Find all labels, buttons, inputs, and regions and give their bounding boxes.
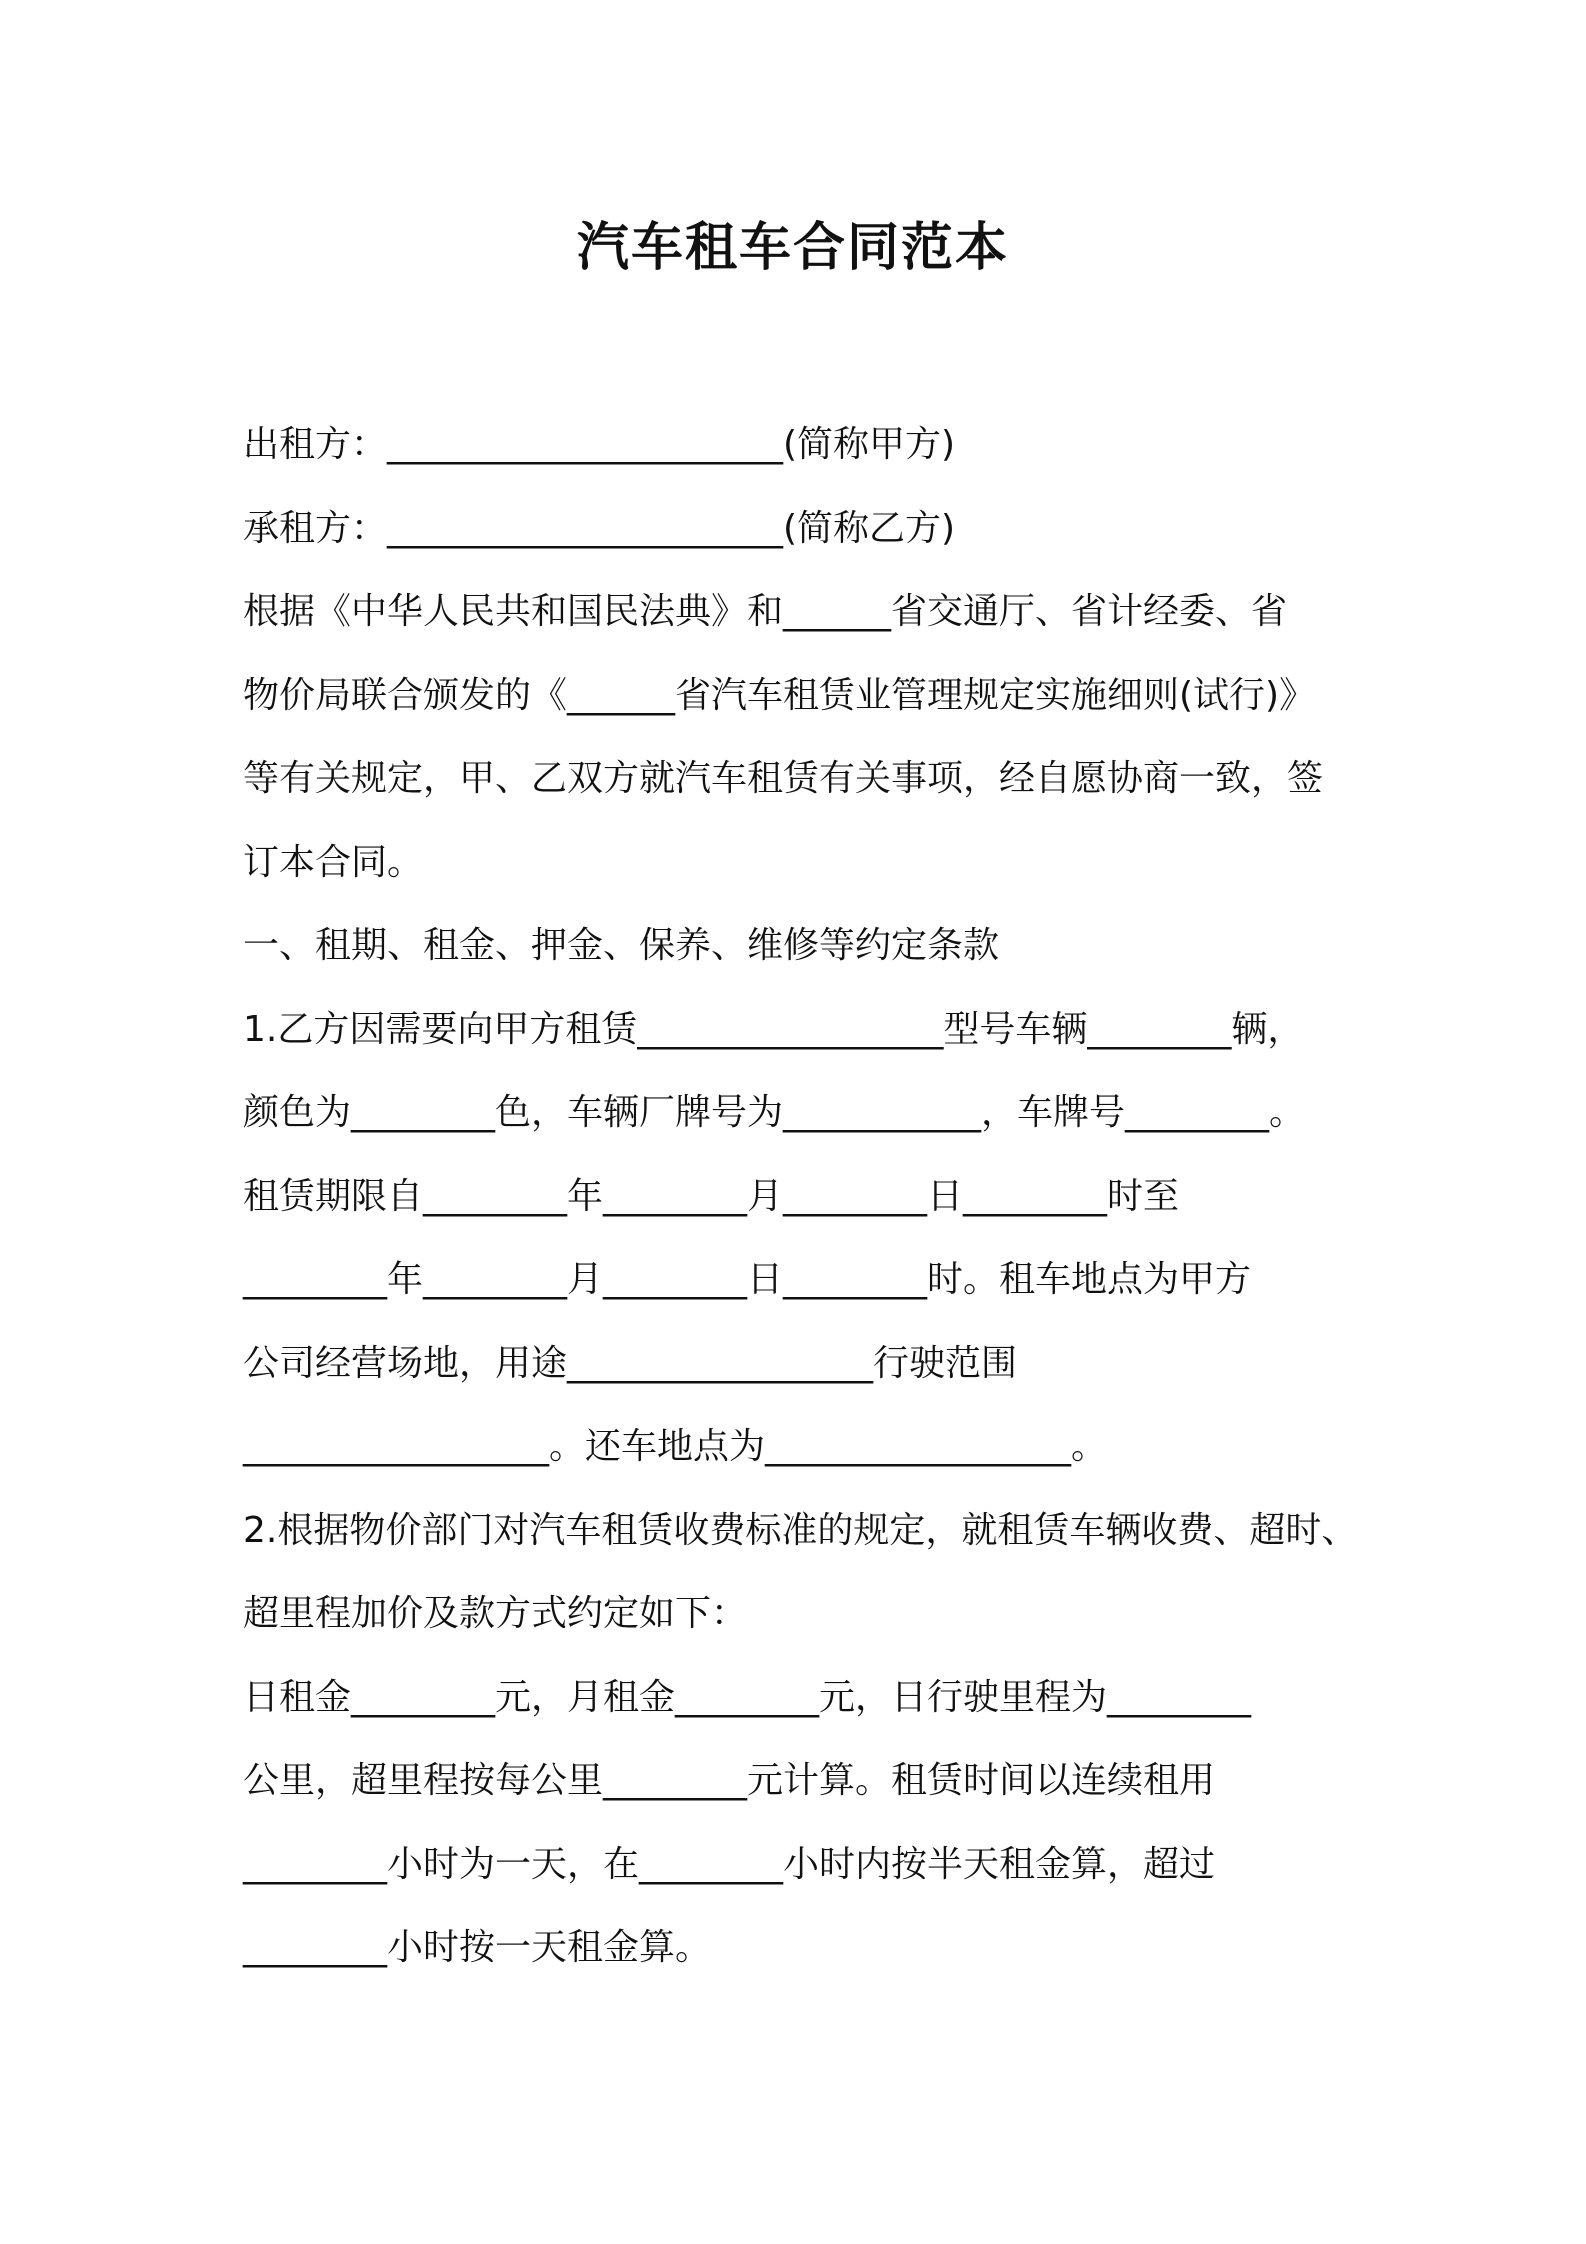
preamble-line: 物价局联合颁发的《______省汽车租赁业管理规定实施细则(试行)》: [243, 674, 1316, 716]
clause-line: 租赁期限自________年________月________日________时至: [243, 1175, 1180, 1217]
document-body: [243, 403, 1383, 1990]
document-title: 汽车租车合同范本: [576, 218, 1009, 278]
clause-line: ________年________月________日________时。租车地点为甲方: [243, 1259, 1252, 1300]
preamble-line: 等有关规定，甲、乙双方就汽车租赁有关事项，经自愿协商一致，签: [243, 758, 1324, 799]
clause-line: 1.乙方因需要向甲方租赁_________________型号车辆________辆，: [243, 1008, 1304, 1050]
clause-line: ________小时为一天，在________小时内按半天租金算，超过: [243, 1843, 1216, 1885]
clause-line: _________________。还车地点为_________________。: [243, 1426, 1108, 1467]
section-heading: 一、租期、租金、押金、保养、维修等约定条款: [243, 925, 1000, 966]
party-b-line: 承租方：______________________(简称乙方): [243, 507, 956, 549]
clause-line: 公里，超里程按每公里________元计算。租赁时间以连续租用: [243, 1760, 1216, 1801]
preamble-line: 订本合同。: [243, 841, 424, 883]
clause-line: ________小时按一天租金算。: [243, 1927, 712, 1968]
clause-line: 超里程加价及款方式约定如下：: [243, 1593, 748, 1634]
preamble-line: 根据《中华人民共和国民法典》和______省交通厅、省计经委、省: [243, 591, 1288, 632]
clause-line: 日租金________元，月租金________元，日行驶里程为________: [243, 1676, 1252, 1718]
clause-line: 颜色为________色，车辆厂牌号为___________，车牌号________。: [243, 1092, 1306, 1133]
party-a-line: 出租方：______________________(简称甲方): [243, 424, 956, 465]
clause-line: 2.根据物价部门对汽车租赁收费标准的规定，就租赁车辆收费、超时、: [243, 1509, 1358, 1551]
clause-line: 公司经营场地，用途_________________行驶范围: [243, 1342, 1018, 1384]
